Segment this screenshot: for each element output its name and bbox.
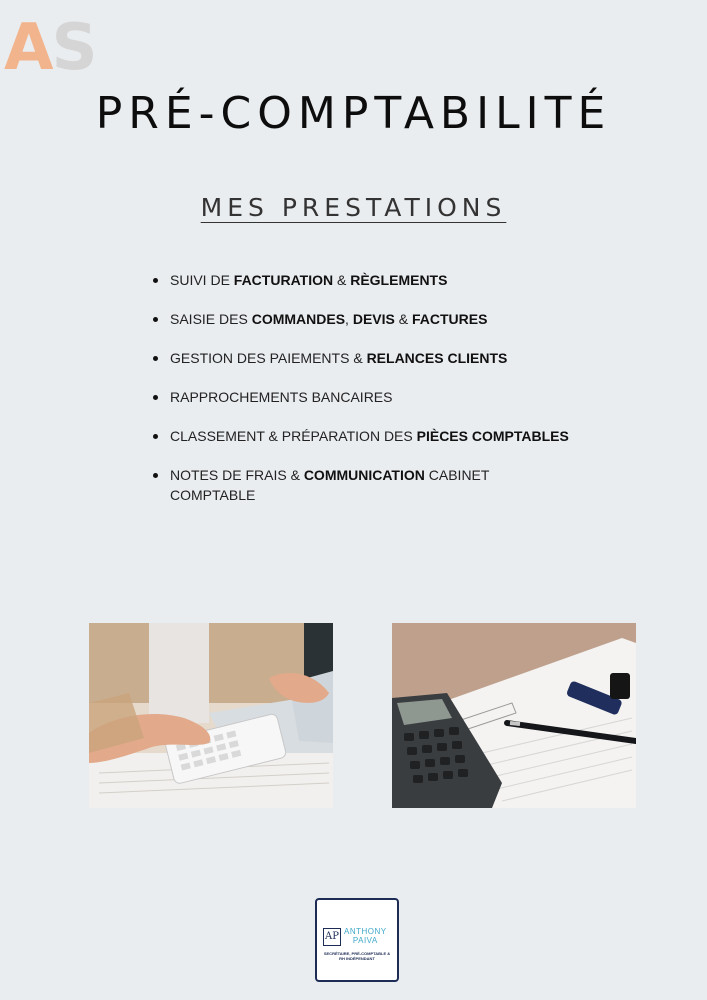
page-title: PRÉ-COMPTABILITÉ (95, 88, 612, 139)
item-text: SUIVI DE (170, 272, 234, 288)
brand-name-line1: ANTHONY (344, 927, 387, 936)
list-item (152, 387, 572, 407)
item-text: CLASSEMENT & PRÉPARATION DES (170, 428, 417, 444)
footer-brand-logo (315, 898, 399, 982)
list-item (152, 309, 572, 329)
item-bold: FACTURATION (233, 272, 334, 288)
item-text: NOTES DE FRAIS & (170, 467, 304, 483)
list-item (152, 270, 572, 290)
brand-name (344, 927, 387, 945)
item-text: SAISIE DES (170, 311, 252, 327)
item-bold: PIÈCES COMPTABLES (416, 428, 569, 444)
item-text: & (333, 272, 351, 288)
logo-letter-s: S (51, 11, 96, 85)
item-text: , (345, 311, 353, 327)
photo-calculator-pen-document (392, 623, 636, 808)
item-bold: RÈGLEMENTS (350, 272, 448, 288)
item-bold: RELANCES CLIENTS (366, 350, 508, 366)
list-item (152, 348, 572, 368)
services-list (152, 270, 572, 524)
item-text: & (394, 311, 412, 327)
monogram-icon: AP (323, 928, 341, 946)
item-text: GESTION DES PAIEMENTS & (170, 350, 367, 366)
item-text: RAPPROCHEMENTS BANCAIRES (170, 389, 393, 405)
photo-calculator-pen-document-illustration (392, 623, 636, 808)
item-text: CABINET COMPTABLE (170, 467, 490, 503)
brand-tagline: SECRÉTAIRE, PRÉ-COMPTABLE & RH INDÉPENDANT (323, 951, 391, 961)
photo-calculator-laptop (89, 623, 333, 808)
item-bold: COMMUNICATION (303, 467, 425, 483)
section-heading (0, 193, 707, 222)
list-item (152, 426, 572, 446)
item-bold: FACTURES (411, 311, 488, 327)
logo-letter-a: A (4, 11, 52, 85)
brand-logo-as (4, 11, 96, 85)
brand-name-line2: PAIVA (352, 936, 378, 945)
photo-calculator-laptop-illustration (89, 623, 333, 808)
item-bold: DEVIS (352, 311, 395, 327)
list-item (152, 465, 500, 505)
section-heading-text: MES PRESTATIONS (200, 193, 507, 222)
item-bold: COMMANDES (251, 311, 346, 327)
